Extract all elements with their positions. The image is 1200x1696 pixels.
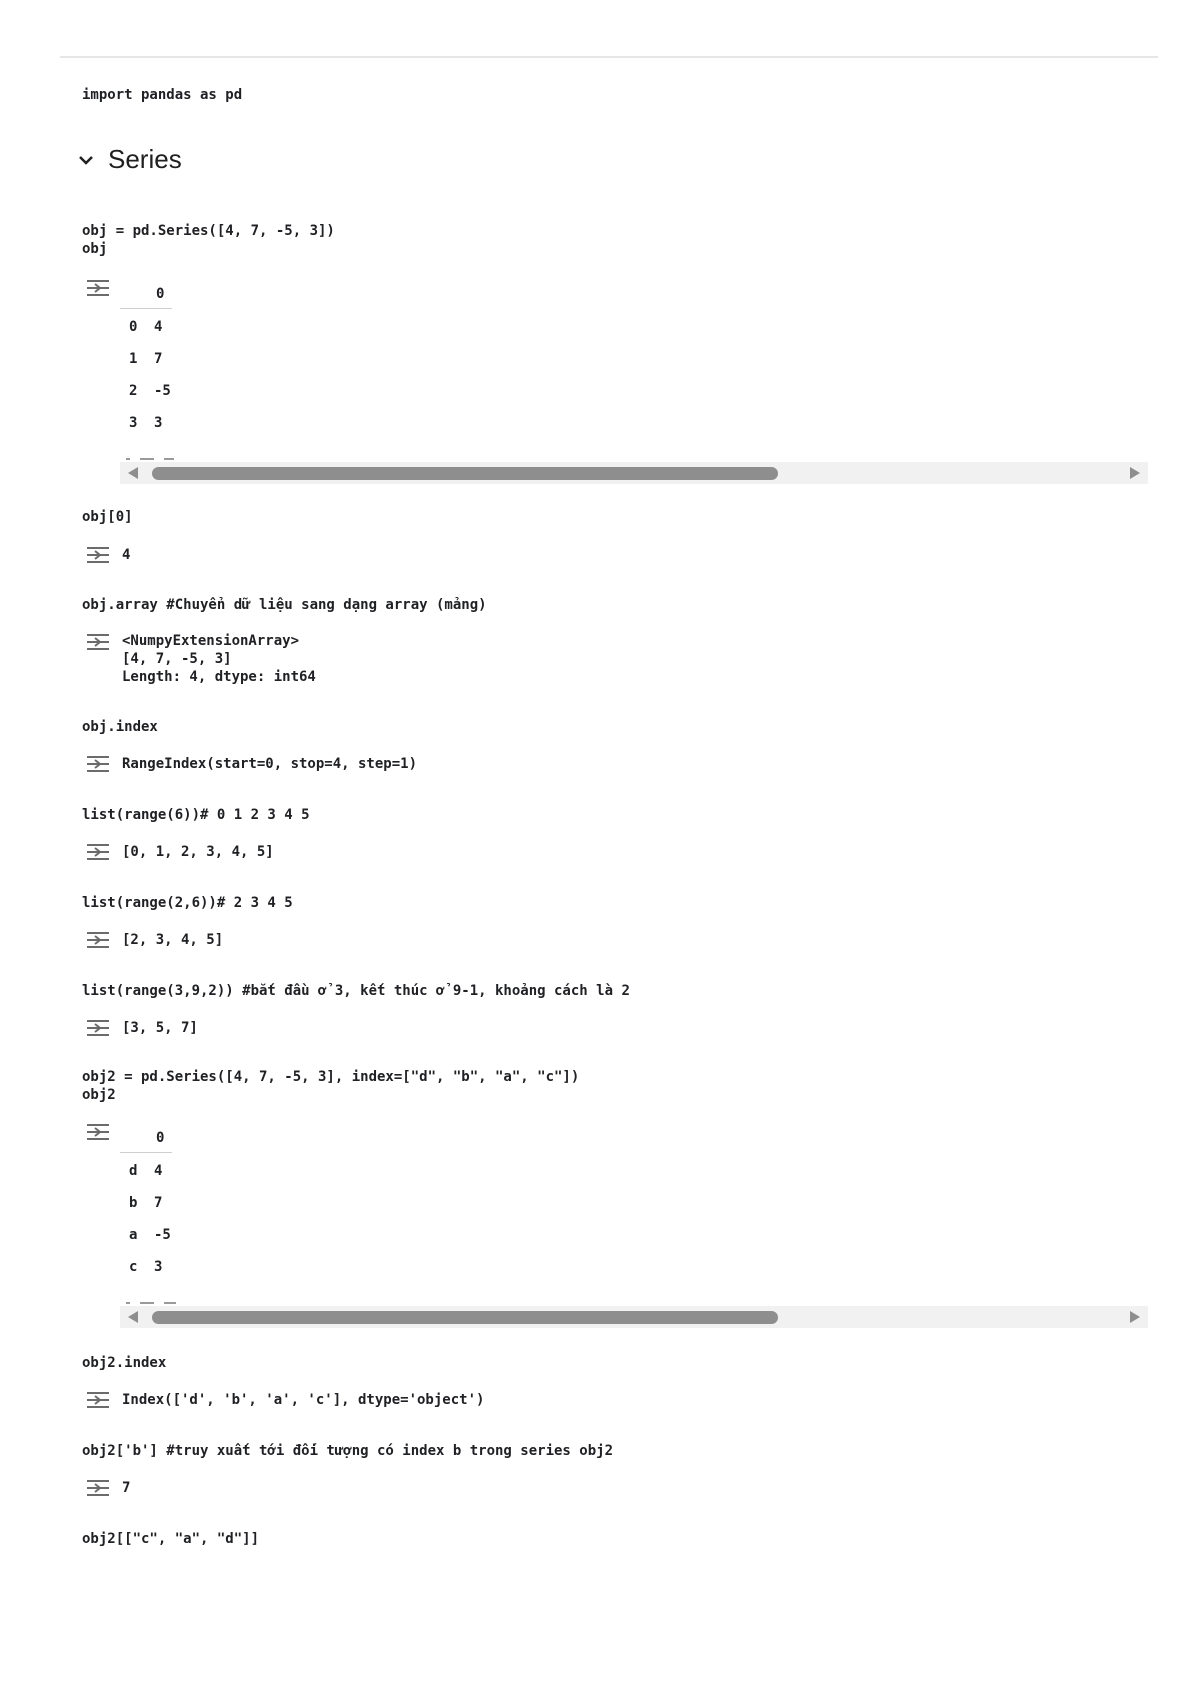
- code-cell-range-6[interactable]: list(range(6))# 0 1 2 3 4 5: [82, 807, 310, 823]
- output-toggle-icon[interactable]: [86, 632, 110, 652]
- scroll-left-arrow-icon[interactable]: [128, 467, 138, 479]
- code-cell-obj2-index[interactable]: obj2.index: [82, 1355, 167, 1371]
- table-row-index: c: [129, 1259, 138, 1275]
- table-row-value: 4: [154, 1163, 163, 1179]
- output-toggle-icon[interactable]: [86, 545, 110, 565]
- code-cell-range-step[interactable]: list(range(3,9,2)) #bắt đầu ở 3, kết thúc ở 9-1, khoảng cách là 2: [82, 983, 630, 999]
- code-cell-array[interactable]: obj.array #Chuyển dữ liệu sang dạng array (mảng): [82, 597, 487, 613]
- scroll-right-arrow-icon[interactable]: [1130, 1311, 1140, 1323]
- table-column-header: 0: [156, 286, 165, 302]
- output-toggle-icon[interactable]: [86, 842, 110, 862]
- code-cell-obj2-label-access[interactable]: obj2['b'] #truy xuất tới đối tượng có index b trong series obj2: [82, 1443, 614, 1459]
- horizontal-scrollbar[interactable]: [120, 1306, 1148, 1328]
- output-toggle-icon[interactable]: [86, 278, 110, 298]
- output-toggle-icon[interactable]: [86, 1478, 110, 1498]
- cell-output: [2, 3, 4, 5]: [122, 932, 224, 948]
- scrollbar-thumb[interactable]: [152, 467, 778, 480]
- code-cell-import[interactable]: import pandas as pd: [82, 87, 243, 103]
- table-row-value: -5: [154, 383, 171, 399]
- cell-output: [0, 1, 2, 3, 4, 5]: [122, 844, 274, 860]
- series-table: [120, 1130, 180, 1280]
- code-cell-obj2-multi-select[interactable]: obj2[["c", "a", "d"]]: [82, 1531, 260, 1547]
- section-header[interactable]: [78, 144, 182, 175]
- table-row-index: 1: [129, 351, 138, 367]
- output-toggle-icon[interactable]: [86, 1122, 110, 1142]
- scroll-right-arrow-icon[interactable]: [1130, 467, 1140, 479]
- notebook-top-divider: [60, 56, 1158, 58]
- cell-output: <NumpyExtensionArray> [4, 7, -5, 3] Length: 4, dtype: int64: [122, 633, 316, 685]
- series-table: [120, 286, 180, 436]
- cell-output: RangeIndex(start=0, stop=4, step=1): [122, 756, 418, 772]
- code-cell-create-series-index[interactable]: obj2 = pd.Series([4, 7, -5, 3], index=["d", "b", "a", "c"]) obj2: [82, 1069, 580, 1103]
- table-row-index: 2: [129, 383, 138, 399]
- table-column-header: 0: [156, 1130, 165, 1146]
- output-toggle-icon[interactable]: [86, 754, 110, 774]
- table-header-rule: [120, 1152, 172, 1153]
- table-row-value: 3: [154, 415, 163, 431]
- scrollbar-thumb[interactable]: [152, 1311, 778, 1324]
- table-row-value: -5: [154, 1227, 171, 1243]
- output-toggle-icon[interactable]: [86, 1018, 110, 1038]
- cell-output: 4: [122, 547, 131, 563]
- code-cell-range-2-6[interactable]: list(range(2,6))# 2 3 4 5: [82, 895, 293, 911]
- section-title: Series: [108, 144, 182, 174]
- scroll-left-arrow-icon[interactable]: [128, 1311, 138, 1323]
- cell-output: [3, 5, 7]: [122, 1020, 198, 1036]
- table-header-rule: [120, 308, 172, 309]
- code-cell-index[interactable]: obj.index: [82, 719, 158, 735]
- table-row-value: 7: [154, 351, 163, 367]
- cell-output: Index(['d', 'b', 'a', 'c'], dtype='object'): [122, 1392, 485, 1408]
- table-row-index: a: [129, 1227, 138, 1243]
- table-row-value: 4: [154, 319, 163, 335]
- horizontal-scrollbar[interactable]: [120, 462, 1148, 484]
- code-cell-index-access[interactable]: obj[0]: [82, 509, 133, 525]
- table-row-index: b: [129, 1195, 138, 1211]
- table-row-value: 3: [154, 1259, 163, 1275]
- code-cell-create-series[interactable]: obj = pd.Series([4, 7, -5, 3]) obj: [82, 223, 335, 257]
- table-row-index: d: [129, 1163, 138, 1179]
- cell-output: 7: [122, 1480, 131, 1496]
- table-row-value: 7: [154, 1195, 163, 1211]
- table-row-index: 3: [129, 415, 138, 431]
- output-toggle-icon[interactable]: [86, 930, 110, 950]
- output-toggle-icon[interactable]: [86, 1390, 110, 1410]
- table-row-index: 0: [129, 319, 138, 335]
- chevron-down-icon[interactable]: [78, 154, 94, 166]
